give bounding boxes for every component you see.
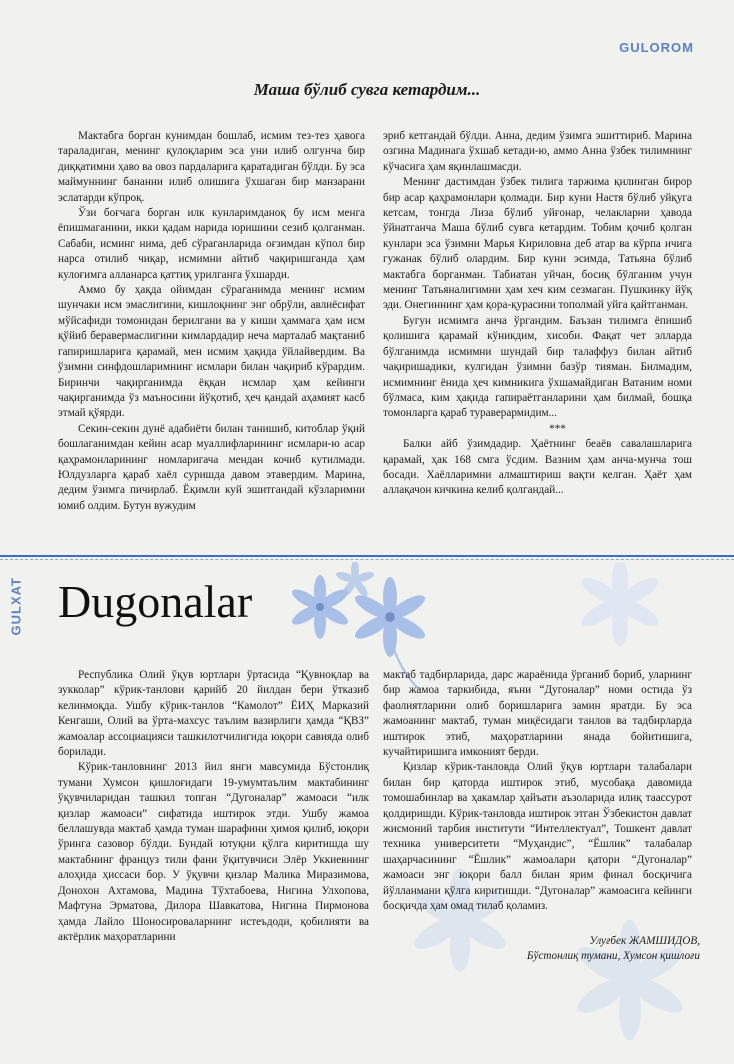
section-title: Dugonalar	[58, 576, 253, 627]
section-divider-dashed	[0, 559, 734, 560]
paragraph: Мактабга борган кунимдан бошлаб, исмим тез-тез ҳавога тараладиган, менинг қулоқларим эса уни илиб олгунча бир диққатимни ҳаво ва овоз пардаларига қаратадиган бўлди. Бу эса маймуннинг бананни илиб олишига ўхшаган бир манзарани эслатарди кўпроқ.	[58, 130, 365, 204]
paragraph: Аммо бу ҳақда ойимдан сўраганимда менинг исмим шунчаки исм эмаслигини, кишлоқнинг энг обрўли, авлиёсифат мўйсафиди томонидан берилгани ва у киши ҳаммага ҳам исм қўйиб беравермаслигини кимлардадир неча марталаб мақтаниб гапиришларига қарамай, мен исмим ҳақида ўйлайвердим. Ва ўзимни синфдошларимнинг исмлари билан чақириб кўрардим. Биринчи чақирганимда ёққан исмлар ҳам кейинги чақирганимда ўз маъносини йўқотиб, ҳеч қандай аҳамият касб этмай қўярди.	[58, 284, 365, 420]
paragraph: Менинг дастимдан ўзбек тилига таржима қилинган бирор бир асар қаҳрамонлари қолмади. Бир куни Настя бўлиб уйқуга кетсам, тонгда Лиза бўлиб уйғонар, челакларни ҳаводa ўйнатганча Маша бўлиб сувга кетардим. Тобим қочиб қолган кунлари эса ўзимни Марья Кириловна деб атар ва кўрпа ичига гужанак бўлиб олардим. Бир куни эсимда, Татьяна бўлиб мактабга борганман. Табиатан уйчан, босиқ бўлганим учун менинг Татьяналигимни ҳам хеч ким сезмаган. Пушкинку йўқ эди. Онегиннинг ҳам қора-қурасини тополмай уйга қайтганман.	[383, 176, 692, 312]
article2-column-1	[58, 668, 369, 968]
article2-column-2	[383, 668, 692, 978]
article1-column-2	[383, 129, 692, 547]
paragraph: эриб кетгандай бўлди. Анна, дедим ўзимга эшиттириб. Марина озгина Мадинага ўхшаб кетади-ю, аммо Анна ўзбек тилимнинг кўчасига ҳам яқинлашмасди.	[383, 130, 692, 173]
author-place: Бўстонлиқ тумани, Хумсон қишлоғи	[526, 950, 700, 963]
article-title: Маша бўлиб сувга кетардим...	[253, 80, 481, 99]
section-tag-gulxat: GULXAT	[8, 577, 24, 636]
section-separator: ***	[549, 422, 566, 435]
paragraph: Секин-секин дунё адабиёти билан танишиб, китоблар ўқий бошлаганимдан кейин асар муаллифларининг исмлари-ю асар қаҳрамонларининг номларигача мендан кочиб кутилмади. Юлдузларга қараб хаёл суришда давом этавердим. Марина, дедим ўзимга пичирлаб. Ёқимли куй эшитгандай кўзларимни юмиб олдим. Бутун вужудим	[58, 422, 365, 512]
author-signature	[383, 934, 700, 965]
paragraph: Бугун исмимга анча ўргандим. Баъзан тилимга ёпишиб қолишига қарамай кўникдим, хисоби. Фақат чет элларда бўлганимда исмимни шундай бир талаффуз билан айтиб чақиришадики, кулгидан ўзимни базўр тияман. Билмадим, исмимнинг ёнида ҳеч кимникига ўхшамайдиган Ватаним номи бўлмаса, ким ҳақида гапираётганларини ҳам билмай, бошқа томонларга қараб тураверармидим...	[383, 314, 692, 420]
paragraph: Балки айб ўзимдадир. Ҳаётнинг беаёв савалашларига қарамай, ҳак 168 смга ўсдим. Вазним ҳам анча-мунча тош босади. Хаёлларимни алмаштириш вақти келган. Ҳаёт ҳам аллақачон кичкина келиб қолгандай...	[383, 438, 692, 497]
paragraph: Кўрик-танловнинг 2013 йил янги мавсумида Бўстонлиқ тумани Хумсон қишлоғидаги 19-умумтаълим мактабининг ўқувчиларидан ташкил топган “Дугоналар” жамоаси “илк қизлар жамоаси” сифатида иштирок этди. Ушбу жамоа беллашувда мактаб ҳамда туман шарафини ҳимоя қилиб, юқори ўринга сазовор бўлди. Бундай ютуқни қўлга киритишда шу мактабнинг француз тили фани ўқитувчиси Элёр Уккиевнинг алоҳида ҳиссаси бор. У ўқувчи қизлар Малика Миразимова, Донохон Ахтамова, Мадина Тўхтабоева, Нигина Улхопова, Мафтуна Эрматова, Дилора Шавкатова, Нигина Пирмонова ҳамда Лайло Шоносироваларнинг истеъдоди, қобилияти ва актёрлик маҳоратларини	[58, 761, 369, 943]
article1-column-1	[58, 129, 365, 547]
paragraph: мактаб тадбирларида, дарс жараёнида ўрганиб бориб, уларнинг бир жамоа таркибида, яъни “Дугоналар” номи остида ўз фаолиятларини олиб боришларига замин яратди. Бу эса жамоанинг мактаб, туман миқёсидаги танлов ва тадбирларда иштирок этиб, маҳоратларини янада бойитишига, кучайтиришига имконият берди.	[383, 669, 692, 759]
author-name: Улуғбек ЖАМШИДОВ,	[589, 935, 700, 947]
section-divider	[0, 555, 734, 557]
section-tag-gulorom: GULOROM	[619, 40, 694, 55]
paragraph: Қизлар кўрик-танловда Олий ўқув юртлари талабалари билан бир қаторда иштирок этиб, мусобақа давомида томошабинлар ва ҳакамлар ҳайъати аъзоларида илиқ таассурот қолдиришди. Кўрик-танловда иштирок этган Ўзбекистон давлат жисмоний тарбия институти “Интеллектуал”, Тошкент давлат техника университети “Муҳандис”, “Ёшлик” талабалар шаҳарчасининг “Ёшлик” жамоалари қатори “Дугоналар” жамоаси энг юқори балл билан ярим финал босқичига йўлланмани қўлга киритишди. “Дугоналар” жамоасига кейинги босқичда ҳам омад тилаб қоламиз.	[383, 761, 692, 913]
paragraph: Республика Олий ўқув юртлари ўртасида “Қувноқлар ва зукколар” кўрик-танлови қарийб 20 йилдан бери ўтказиб келинмоқда. Ушбу кўрик-танлов “Камолот” ЁИҲ Марказий Кенгаши, Олий ва ўрта-махсус таълим вазирлиги ҳамда “ҚВЗ” жамоалар ассоциацияси ташкилотчилигида юқори савияда олиб борилади.	[58, 669, 369, 759]
paragraph: Ўзи боғчага борган илк кунларимданоқ бу исм менга ёпишмаганини, икки қадам нарида юришини сезиб қолганман. Сабаби, исминг нима, деб сўраганларида оғзимдан кўпол бир нарса отилиб чиқар, исмимни айтиб чақиришганда ҳам кулоғимга алланарса қаттиқ урилганга ўхшарди.	[58, 207, 365, 281]
